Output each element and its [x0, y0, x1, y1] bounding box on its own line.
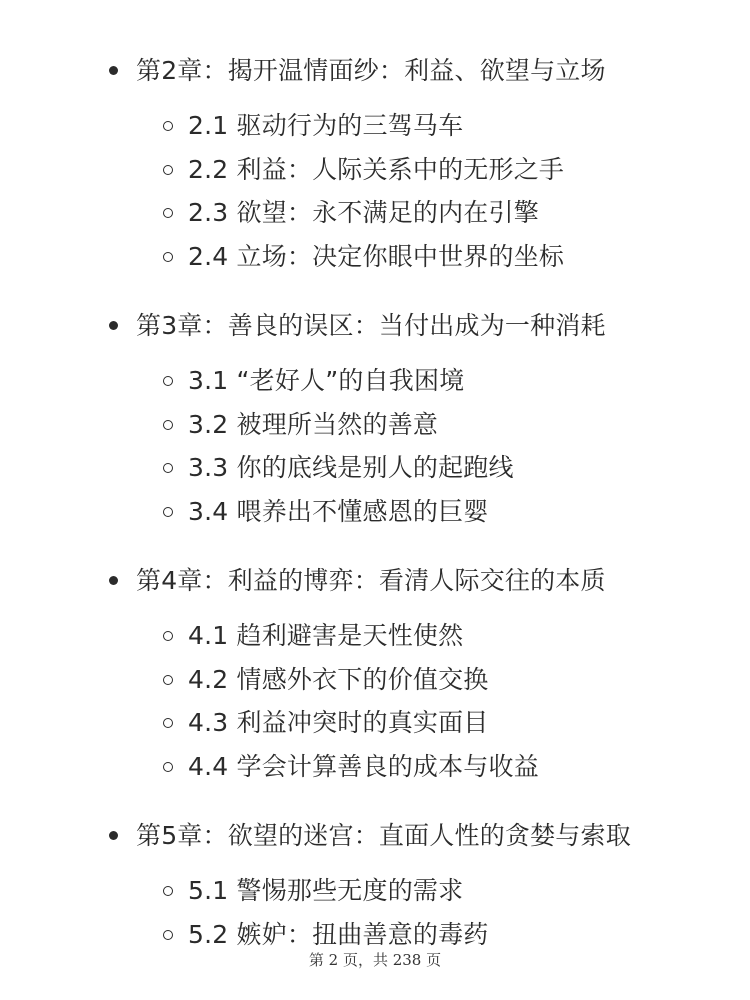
chapter-item	[0, 558, 750, 607]
filled-bullet-icon	[109, 831, 118, 840]
filled-bullet-icon	[109, 66, 118, 75]
section-item	[0, 661, 750, 705]
section-item	[0, 617, 750, 661]
section-title: 5.1 警惕那些无度的需求	[188, 876, 464, 905]
section-list	[0, 107, 750, 281]
hollow-bullet-icon	[163, 208, 173, 218]
section-item	[0, 449, 750, 493]
section-title: 2.4 立场：决定你眼中世界的坐标	[188, 241, 565, 271]
section-item	[0, 406, 750, 450]
hollow-bullet-icon	[163, 507, 173, 517]
section-title: 3.1 “老好人”的自我困境	[188, 366, 465, 395]
section-title: 3.4 喂养出不懂感恩的巨婴	[188, 496, 489, 526]
section-item	[0, 362, 750, 406]
section-list	[0, 872, 750, 959]
hollow-bullet-icon	[163, 165, 173, 175]
section-title: 4.2 情感外衣下的价值交换	[188, 664, 489, 694]
section-title: 4.4 学会计算善良的成本与收益	[188, 751, 539, 781]
page-number-footer: 第 2 页，共 238 页	[308, 951, 442, 969]
hollow-bullet-icon	[163, 252, 173, 262]
hollow-bullet-icon	[163, 930, 173, 940]
section-item	[0, 748, 750, 792]
hollow-bullet-icon	[163, 420, 173, 430]
section-title: 3.3 你的底线是别人的起跑线	[188, 453, 514, 482]
hollow-bullet-icon	[163, 121, 173, 131]
hollow-bullet-icon	[163, 463, 173, 473]
chapter-item	[0, 48, 750, 97]
section-item	[0, 493, 750, 537]
section-title: 4.3 利益冲突时的真实面目	[188, 708, 489, 737]
chapter-item	[0, 813, 750, 862]
hollow-bullet-icon	[163, 886, 173, 896]
section-item	[0, 107, 750, 151]
section-title: 3.2 被理所当然的善意	[188, 409, 439, 439]
table-of-contents	[0, 48, 750, 981]
hollow-bullet-icon	[163, 762, 173, 772]
hollow-bullet-icon	[163, 376, 173, 386]
section-title: 4.1 趋利避害是天性使然	[188, 621, 464, 650]
chapter-title: 第5章：欲望的迷宫：直面人性的贪婪与索取	[136, 821, 631, 850]
chapter-title: 第3章：善良的误区：当付出成为一种消耗	[136, 311, 606, 340]
section-title: 2.2 利益：人际关系中的无形之手	[188, 154, 565, 184]
chapter-item	[0, 303, 750, 352]
chapter-title: 第2章：揭开温情面纱：利益、欲望与立场	[136, 56, 606, 85]
chapter-title: 第4章：利益的博弈：看清人际交往的本质	[136, 566, 606, 595]
section-item	[0, 872, 750, 916]
section-title: 2.3 欲望：永不满足的内在引擎	[188, 198, 539, 227]
section-item	[0, 194, 750, 238]
section-item	[0, 704, 750, 748]
section-item	[0, 238, 750, 282]
hollow-bullet-icon	[163, 718, 173, 728]
filled-bullet-icon	[109, 321, 118, 330]
section-title: 5.2 嫉妒：扭曲善意的毒药	[188, 919, 489, 949]
filled-bullet-icon	[109, 576, 118, 585]
section-title: 2.1 驱动行为的三驾马车	[188, 111, 464, 140]
section-list	[0, 362, 750, 536]
hollow-bullet-icon	[163, 631, 173, 641]
section-item	[0, 151, 750, 195]
section-list	[0, 617, 750, 791]
hollow-bullet-icon	[163, 675, 173, 685]
